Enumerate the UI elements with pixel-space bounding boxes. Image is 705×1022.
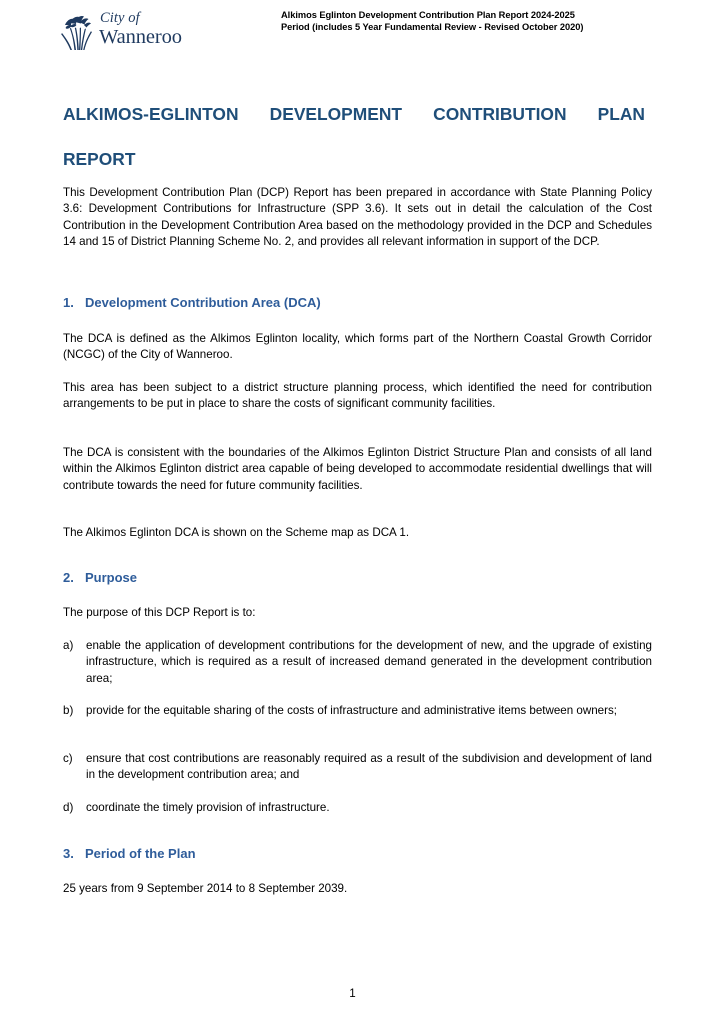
section-3-number: 3.	[63, 846, 74, 861]
logo-city-text: City of	[100, 10, 140, 26]
list-item-text-d: coordinate the timely provision of infrastructure.	[86, 801, 330, 814]
list-item-marker-c: c)	[63, 752, 73, 765]
document-title	[63, 103, 645, 171]
list-item-marker-d: d)	[63, 801, 74, 814]
section-1-title: Development Contribution Area (DCA)	[85, 295, 321, 310]
list-item	[63, 800, 652, 816]
section-2-number: 2.	[63, 570, 74, 585]
intro-paragraph: This Development Contribution Plan (DCP) Report has been prepared in accordance with State Planning Policy 3.6: Development Contributions for Infrastructure (SPP 3.6). It sets out in detail the calculation of the Cost Contribution in the Development Contribution Area based on the methodology provided in the DCP and Schedules 14 and 15 of District Planning Scheme No. 2, and provides all relevant information in support of the DCP.	[63, 186, 652, 249]
section-3-title: Period of the Plan	[85, 846, 196, 861]
document-header	[0, 0, 705, 62]
list-item-text-b: provide for the equitable sharing of the costs of infrastructure and administrative items between owners;	[86, 704, 618, 717]
city-of-wanneroo-logo	[59, 11, 194, 53]
section-heading-3	[63, 846, 652, 862]
list-item-marker-b: b)	[63, 704, 74, 717]
section-1-paragraph-3: The DCA is consistent with the boundaries of the Alkimos Eglinton District Structure Plan and consists of all land within the Alkimos Eglinton district area capable of being developed to accommodate residential dwellings that will contribute towards the need for future community facilities.	[63, 446, 652, 492]
list-item-text-c: ensure that cost contributions are reasonably required as a result of the subdivision and development of land in the development contribution area; and	[86, 752, 652, 782]
running-header-line-2: Period (includes 5 Year Fundamental Review - Revised October 2020)	[281, 22, 584, 33]
document-title-line-1: ALKIMOS-EGLINTON DEVELOPMENT CONTRIBUTION PLAN	[63, 103, 645, 124]
section-1-number: 1.	[63, 295, 74, 310]
running-header-title	[281, 9, 661, 33]
logo-wordmark	[99, 11, 195, 47]
section-1-paragraph-4: The Alkimos Eglinton DCA is shown on the Scheme map as DCA 1.	[63, 526, 410, 539]
section-2-title: Purpose	[85, 570, 138, 585]
section-3-paragraph-1: 25 years from 9 September 2014 to 8 September 2039.	[63, 882, 348, 895]
list-item-marker-a: a)	[63, 639, 74, 652]
running-header-line-1: Alkimos Eglinton Development Contribution Plan Report 2024-2025	[281, 10, 575, 20]
section-1-paragraph-2: This area has been subject to a district structure planning process, which identified the need for contribution arrangements to be put in place to share the costs of significant community facilities.	[63, 381, 652, 411]
list-item	[63, 751, 652, 784]
section-2-lead-in: The purpose of this DCP Report is to:	[63, 606, 256, 619]
section-heading-1	[63, 295, 652, 311]
list-item	[63, 638, 652, 687]
section-1-paragraph-1: The DCA is defined as the Alkimos Eglinton locality, which forms part of the Northern Coastal Growth Corridor (NCGC) of the City of Wanneroo.	[63, 332, 652, 362]
page-number: 1	[349, 987, 356, 1000]
logo-wanneroo-text: Wanneroo	[99, 25, 182, 48]
section-heading-2	[63, 570, 652, 586]
list-item	[63, 703, 652, 719]
kangaroo-paw-emblem-icon	[59, 12, 95, 52]
list-item-text-a: enable the application of development contributions for the development of new, and the upgrade of existing infrastructure, which is required as a result of increased demand generated in the development contribution area;	[86, 639, 652, 685]
document-title-line-2: REPORT	[63, 148, 136, 169]
